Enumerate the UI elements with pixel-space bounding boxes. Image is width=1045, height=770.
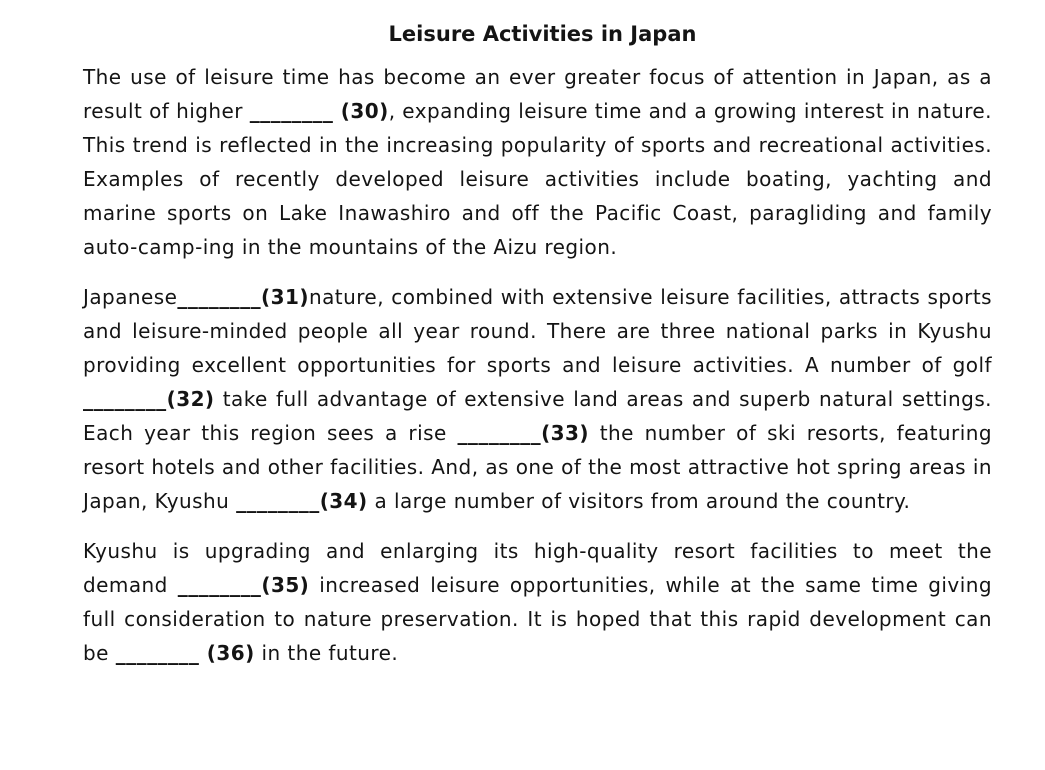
text-segment: , expanding leisure time and a growing interest in nature. This trend is reflected in the increasing popularity of sports and recreational activities. Examples of recently developed leisure activities include boating, yachting and marine sports on Lake Inawashiro and off the Pacific Coast, paragliding and family auto-camp-ing in the mountains of the Aizu region. xyxy=(83,99,992,259)
blank-30[interactable] xyxy=(250,99,389,123)
text-segment: take full advantage of extensive land areas and superb natural settings. Each year this region sees a rise xyxy=(83,387,992,445)
blank-number: (35) xyxy=(261,573,310,597)
blank-number: (34) xyxy=(319,489,368,513)
blank-33[interactable] xyxy=(457,421,589,445)
blank-line: ________ xyxy=(115,641,200,665)
blank-line: ________ xyxy=(177,573,262,597)
text-segment: Kyushu is upgrading and enlarging its high-quality resort facilities to meet the demand xyxy=(83,539,992,597)
text-segment: increased leisure opportunities, while at the same time giving full consideration to nature preservation. It is hoped that this rapid development can be xyxy=(83,573,992,665)
blank-line: ________ xyxy=(177,285,262,309)
blank-34[interactable] xyxy=(236,489,368,513)
blank-line: ________ xyxy=(249,99,334,123)
blank-31[interactable] xyxy=(177,285,309,309)
blank-line: ________ xyxy=(457,421,542,445)
text-segment: in the future. xyxy=(254,641,399,665)
text-segment: the number of ski resorts, featuring resort hotels and other facilities. And, as one of the most attractive hot spring areas in Japan, Kyushu xyxy=(83,421,992,513)
blank-32[interactable] xyxy=(83,387,215,411)
paragraph-1 xyxy=(83,60,992,264)
text-segment: nature, combined with extensive leisure facilities, attracts sports and leisure-minded people all year round. There are three national parks in Kyushu providing excellent opportunities for sports and leisure activities. A number of golf xyxy=(83,285,992,377)
text-segment: The use of leisure time has become an ever greater focus of attention in Japan, as a result of higher xyxy=(83,65,992,123)
paragraph-2 xyxy=(83,280,992,518)
blank-number: (33) xyxy=(541,421,590,445)
blank-35[interactable] xyxy=(178,573,310,597)
blank-36[interactable] xyxy=(116,641,255,665)
blank-line: ________ xyxy=(236,489,320,513)
paragraph-3 xyxy=(83,534,992,670)
text-segment: Japanese xyxy=(83,285,178,309)
blank-line: ________ xyxy=(83,387,167,411)
blank-number: (30) xyxy=(333,99,389,123)
blank-number: (31) xyxy=(261,285,309,309)
blank-number: (36) xyxy=(199,641,255,665)
blank-number: (32) xyxy=(166,387,215,411)
document-title: Leisure Activities in Japan xyxy=(388,22,697,46)
text-segment: a large number of visitors from around the country. xyxy=(367,489,911,513)
